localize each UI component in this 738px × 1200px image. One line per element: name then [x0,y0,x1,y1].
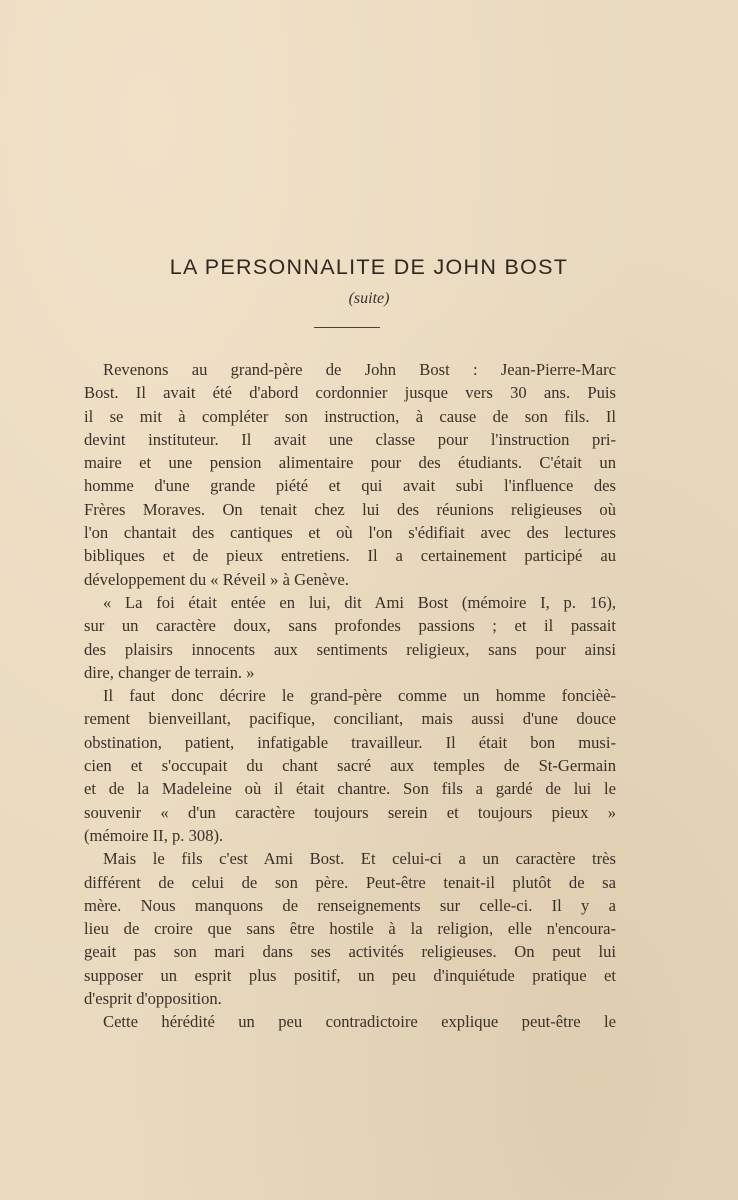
text-line: Bost. Il avait été d'abord cordonnier jusque vers 30 ans. Puis [84,383,616,403]
text-line: « La foi était entée en lui, dit Ami Bost (mémoire I, p. 16), [103,592,616,612]
text-line: dire, changer de terrain. » [84,662,255,682]
title-divider [314,327,380,328]
text-line: homme d'une grande piété et qui avait subi l'influence des [84,476,616,496]
text-line: développement du « Réveil » à Genève. [84,569,349,589]
text-line: mère. Nous manquons de renseignements sur celle-ci. Il y a [84,895,616,915]
text-line: Revenons au grand-père de John Bost : Jean-Pierre-Marc [103,360,616,379]
text-line: d'esprit d'opposition. [84,989,222,1009]
text-line: Frères Moraves. On tenait chez lui des réunions religieuses où [84,499,616,519]
text-line: il se mit à compléter son instruction, à cause de son fils. Il [84,406,616,426]
text-line: des plaisirs innocents aux sentiments religieux, sans pour ainsi [84,639,616,659]
text-line: maire et une pension alimentaire pour des étudiants. C'était un [84,453,616,473]
article-subtitle: (suite) [348,290,390,307]
article-title: LA PERSONNALITE DE JOHN BOST [169,255,569,279]
body-text [84,358,616,1034]
text-line: Cette hérédité un peu contradictoire explique peut-être le [103,1012,616,1032]
text-line: sur un caractère doux, sans profondes passions ; et il passait [84,616,616,636]
text-line: obstination, patient, infatigable travailleur. Il était bon musi- [84,732,616,752]
text-line: bibliques et de pieux entretiens. Il a certainement participé au [84,546,616,566]
text-line: souvenir « d'un caractère toujours serein et toujours pieux » [84,802,616,822]
text-line: supposer un esprit plus positif, un peu d'inquiétude pratique et [84,965,616,985]
text-line: différent de celui de son père. Peut-être tenait-il plutôt de sa [84,872,616,892]
text-line: devint instituteur. Il avait une classe pour l'instruction pri- [84,429,616,449]
text-line: geait pas son mari dans ses activités religieuses. On peut lui [84,942,616,962]
text-line: cien et s'occupait du chant sacré aux temples de St-Germain [84,756,616,776]
text-line: (mémoire II, p. 308). [84,825,224,845]
text-line: et de la Madeleine où il était chantre. Son fils a gardé de lui le [84,779,616,799]
text-line: rement bienveillant, pacifique, conciliant, mais aussi d'une douce [84,709,616,729]
text-line: lieu de croire que sans être hostile à la religion, elle n'encoura- [84,919,616,939]
text-line: Il faut donc décrire le grand-père comme un homme foncièè- [103,686,616,706]
text-line: Mais le fils c'est Ami Bost. Et celui-ci a un caractère très [103,849,616,869]
text-line: l'on chantait des cantiques et où l'on s'édifiait avec des lectures [84,523,616,543]
